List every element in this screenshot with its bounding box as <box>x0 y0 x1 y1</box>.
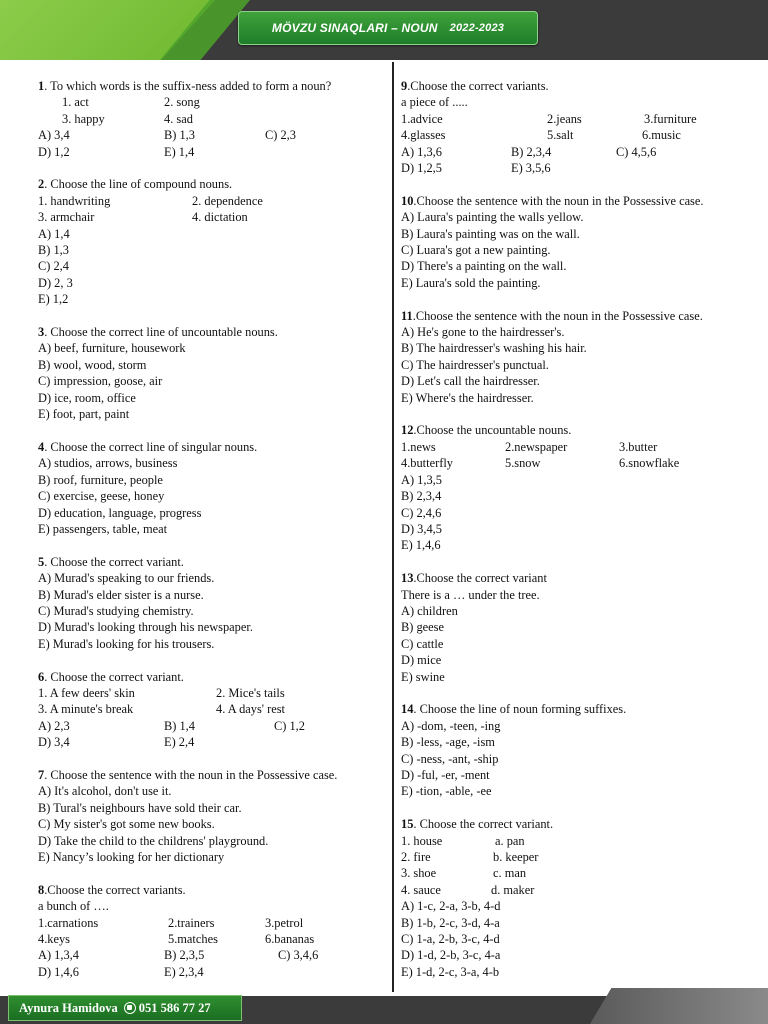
answer-option: C) 1-a, 2-b, 3-c, 4-d <box>401 932 500 947</box>
question-14 <box>401 701 751 799</box>
answer-option: B) 1,3 <box>164 128 195 143</box>
answer-option: E) 2,4 <box>164 735 195 750</box>
question-text: .Choose the correct variants. <box>44 882 186 897</box>
answer-option: C) -ness, -ant, -ship <box>401 751 499 766</box>
answer-option: D) -ful, -er, -ment <box>401 767 490 782</box>
answer-option: A) 1,3,5 <box>401 472 442 487</box>
answer-option: B) 2,3,4 <box>401 489 442 504</box>
sub-option: 5.snow <box>505 456 541 471</box>
match-option: c. man <box>493 866 527 881</box>
sub-option: 3. armchair <box>38 210 95 225</box>
sub-option: 6.music <box>642 128 681 143</box>
answer-option: A) 1,3,4 <box>38 948 79 963</box>
question-number: 13 <box>401 571 414 586</box>
sub-option: 6.bananas <box>265 932 315 947</box>
answer-option: C) cattle <box>401 636 444 651</box>
question-number: 2 <box>38 177 45 192</box>
sub-option: 4.glasses <box>401 128 446 143</box>
answer-option: E) 2,3,4 <box>164 964 204 979</box>
question-text: .Choose the correct variant <box>413 571 547 586</box>
answer-option: D) There's a painting on the wall. <box>401 259 567 274</box>
answer-option: D) 1,4,6 <box>38 964 79 979</box>
question-15 <box>401 816 751 980</box>
question-text: . Choose the line of compound nouns. <box>44 177 233 192</box>
question-2 <box>38 176 388 307</box>
sub-option: 4.butterfly <box>401 456 453 471</box>
answer-option: B) geese <box>401 620 445 635</box>
question-7 <box>38 767 388 865</box>
sub-option: 4. A days' rest <box>216 702 286 717</box>
answer-option: D) 1-d, 2-b, 3-c, 4-a <box>401 948 501 963</box>
sub-option: 5.salt <box>547 128 574 143</box>
answer-option: D) 3,4,5 <box>401 521 442 536</box>
question-number: 6 <box>38 669 45 684</box>
sub-option: 1.advice <box>401 111 443 126</box>
question-number: 15 <box>401 817 414 832</box>
answer-option: B) 1,3 <box>38 243 69 258</box>
sub-option: 1.carnations <box>38 915 99 930</box>
question-text: .Choose the correct variants. <box>407 79 549 93</box>
author-name: Aynura Hamidova <box>19 1000 118 1015</box>
answer-option: C) Luara's got a new painting. <box>401 243 551 258</box>
question-text: . Choose the correct variant. <box>44 669 184 684</box>
answer-option: C) My sister's got some new books. <box>38 817 215 832</box>
answer-option: B) -less, -age, -ism <box>401 735 495 750</box>
whatsapp-icon <box>124 1002 136 1014</box>
question-text: . Choose the line of noun forming suffixes. <box>413 702 627 717</box>
sub-option: 2.jeans <box>547 111 582 126</box>
question-text: .Choose the sentence with the noun in the Possessive case. <box>412 308 703 323</box>
answer-option: A) studios, arrows, business <box>38 456 178 471</box>
sub-option: 2.newspaper <box>505 439 568 454</box>
answer-option: E) 1,2 <box>38 292 69 307</box>
question-8 <box>38 882 388 980</box>
answer-option: D) 1,2,5 <box>401 161 442 176</box>
answer-option: D) mice <box>401 653 442 668</box>
answer-option: B) 2,3,4 <box>511 144 552 159</box>
answer-option: B) 1,4 <box>164 718 195 733</box>
question-number: 7 <box>38 767 45 782</box>
answer-option: E) swine <box>401 669 445 684</box>
answer-option: E) foot, part, paint <box>38 407 130 422</box>
answer-option: C) 2,4,6 <box>401 505 442 520</box>
answer-option: C) exercise, geese, honey <box>38 489 165 504</box>
answer-option: A) Murad's speaking to our friends. <box>38 571 215 586</box>
answer-option: A) 1,4 <box>38 226 70 241</box>
answer-option: E) 1-d, 2-c, 3-a, 4-b <box>401 964 500 979</box>
answer-option: E) 1,4 <box>164 144 195 159</box>
question-subtext: There is a … under the tree. <box>401 587 540 602</box>
question-number: 11 <box>401 308 413 323</box>
sub-option: 1.news <box>401 439 436 454</box>
question-number: 5 <box>38 554 45 569</box>
answer-option: A) It's alcohol, don't use it. <box>38 784 172 799</box>
answer-option: E) passengers, table, meat <box>38 521 168 536</box>
answer-option: C) 2,4 <box>38 259 69 274</box>
author-phone: 051 586 77 27 <box>138 1000 211 1015</box>
answer-option: E) -tion, -able, -ee <box>401 784 492 799</box>
sub-option: 3. A minute's break <box>38 702 134 717</box>
question-10 <box>401 193 751 291</box>
question-5 <box>38 554 388 652</box>
sub-option: 3. happy <box>62 111 105 126</box>
column-divider <box>392 62 394 992</box>
question-11 <box>401 308 751 406</box>
right-column <box>401 78 751 997</box>
answer-option: C) The hairdresser's punctual. <box>401 357 549 372</box>
answer-option: B) 2,3,5 <box>164 948 205 963</box>
sub-option: 1. handwriting <box>38 193 111 208</box>
answer-option: A) 1,3,6 <box>401 144 442 159</box>
answer-option: B) 1-b, 2-c, 3-d, 4-a <box>401 915 500 930</box>
question-text: . To which words is the suffix-ness added to form a noun? <box>44 79 332 93</box>
sub-option: 2. dependence <box>192 193 263 208</box>
match-option: a. pan <box>495 833 525 848</box>
answer-option: D) education, language, progress <box>38 505 202 520</box>
question-text: . Choose the correct variant. <box>44 554 184 569</box>
sub-option: 6.snowflake <box>619 456 680 471</box>
answer-option: D) Let's call the hairdresser. <box>401 374 540 389</box>
question-text: .Choose the sentence with the noun in the Possessive case. <box>413 193 704 208</box>
answer-option: E) Laura's sold the painting. <box>401 275 541 290</box>
answer-option: D) 1,2 <box>38 144 70 159</box>
answer-option: B) Tural's neighbours have sold their car. <box>38 800 242 815</box>
answer-option: D) 2, 3 <box>38 275 73 290</box>
sub-option: 4. sad <box>164 111 193 126</box>
question-6 <box>38 669 388 751</box>
sub-option: 5.matches <box>168 932 218 947</box>
answer-option: A) children <box>401 603 458 618</box>
answer-option: D) 3,4 <box>38 735 70 750</box>
question-text: . Choose the correct line of singular nouns. <box>44 439 258 454</box>
question-number: 10 <box>401 193 414 208</box>
sub-option: 1. house <box>401 833 443 848</box>
sub-option: 4. sauce <box>401 882 441 897</box>
answer-option: C) impression, goose, air <box>38 374 163 389</box>
question-subtext: a bunch of …. <box>38 899 109 914</box>
answer-option: B) Laura's painting was on the wall. <box>401 226 580 241</box>
answer-option: D) ice, room, office <box>38 390 136 405</box>
answer-option: E) 1,4,6 <box>401 538 441 553</box>
answer-option: E) Nancy’s looking for her dictionary <box>38 850 225 864</box>
question-12 <box>401 422 751 553</box>
match-option: b. keeper <box>493 850 539 864</box>
sub-option: 1. A few deers' skin <box>38 685 135 700</box>
answer-option: B) The hairdresser's washing his hair. <box>401 341 587 356</box>
answer-option: B) Murad's elder sister is a nurse. <box>38 587 204 602</box>
question-number: 1 <box>38 79 45 93</box>
sub-option: 2. fire <box>401 850 431 864</box>
sub-option: 3.petrol <box>265 915 304 930</box>
sub-option: 2. song <box>164 95 200 110</box>
question-number: 9 <box>401 79 408 93</box>
answer-option: A) Laura's painting the walls yellow. <box>401 210 584 225</box>
question-text: .Choose the uncountable nouns. <box>413 423 572 438</box>
answer-option: E) Murad's looking for his trousers. <box>38 636 215 651</box>
answer-option: C) 2,3 <box>265 128 296 143</box>
answer-option: B) wool, wood, storm <box>38 357 147 372</box>
sub-option: 3.furniture <box>644 111 697 126</box>
sub-option: 2.trainers <box>168 915 215 930</box>
sub-option: 4.keys <box>38 932 71 947</box>
question-text: . Choose the correct line of uncountable nouns. <box>44 325 278 340</box>
question-9 <box>401 78 751 176</box>
question-number: 12 <box>401 423 414 438</box>
page-title <box>238 11 538 45</box>
sub-option: 1. act <box>62 95 89 110</box>
sub-option: 2. Mice's tails <box>216 685 285 700</box>
answer-option: E) Where's the hairdresser. <box>401 390 534 405</box>
sub-option: 3.butter <box>619 439 658 454</box>
answer-option: C) Murad's studying chemistry. <box>38 603 194 618</box>
question-number: 4 <box>38 439 45 454</box>
question-number: 8 <box>38 882 45 897</box>
question-4 <box>38 439 388 537</box>
answer-option: E) 3,5,6 <box>511 161 551 176</box>
title-text: MÖVZU SINAQLARI – NOUN <box>271 21 438 35</box>
author-badge <box>8 995 242 1021</box>
answer-option: D) Murad's looking through his newspaper. <box>38 620 253 635</box>
answer-option: A) 2,3 <box>38 718 70 733</box>
question-number: 3 <box>38 325 45 340</box>
answer-option: C) 1,2 <box>274 718 305 733</box>
answer-option: C) 4,5,6 <box>616 144 657 159</box>
left-column <box>38 78 388 997</box>
answer-option: A) 1-c, 2-a, 3-b, 4-d <box>401 899 501 914</box>
footer-accent <box>590 988 768 1024</box>
question-text: . Choose the correct variant. <box>413 817 554 832</box>
answer-option: D) Take the child to the childrens' playground. <box>38 833 269 848</box>
title-year: 2022-2023 <box>449 22 505 34</box>
question-13 <box>401 570 751 685</box>
answer-option: A) 3,4 <box>38 128 70 143</box>
sub-option: 4. dictation <box>192 210 248 225</box>
question-subtext: a piece of ..... <box>401 95 468 110</box>
match-option: d. maker <box>491 882 535 897</box>
answer-option: A) -dom, -teen, -ing <box>401 718 501 733</box>
answer-option: A) He's gone to the hairdresser's. <box>401 325 565 340</box>
question-text: . Choose the sentence with the noun in the Possessive case. <box>44 767 338 782</box>
question-3 <box>38 324 388 422</box>
answer-option: B) roof, furniture, people <box>38 472 163 487</box>
sub-option: 3. shoe <box>401 866 437 881</box>
answer-option: A) beef, furniture, housework <box>38 341 186 356</box>
answer-option: C) 3,4,6 <box>278 948 319 963</box>
question-number: 14 <box>401 702 414 717</box>
question-1 <box>38 78 388 160</box>
